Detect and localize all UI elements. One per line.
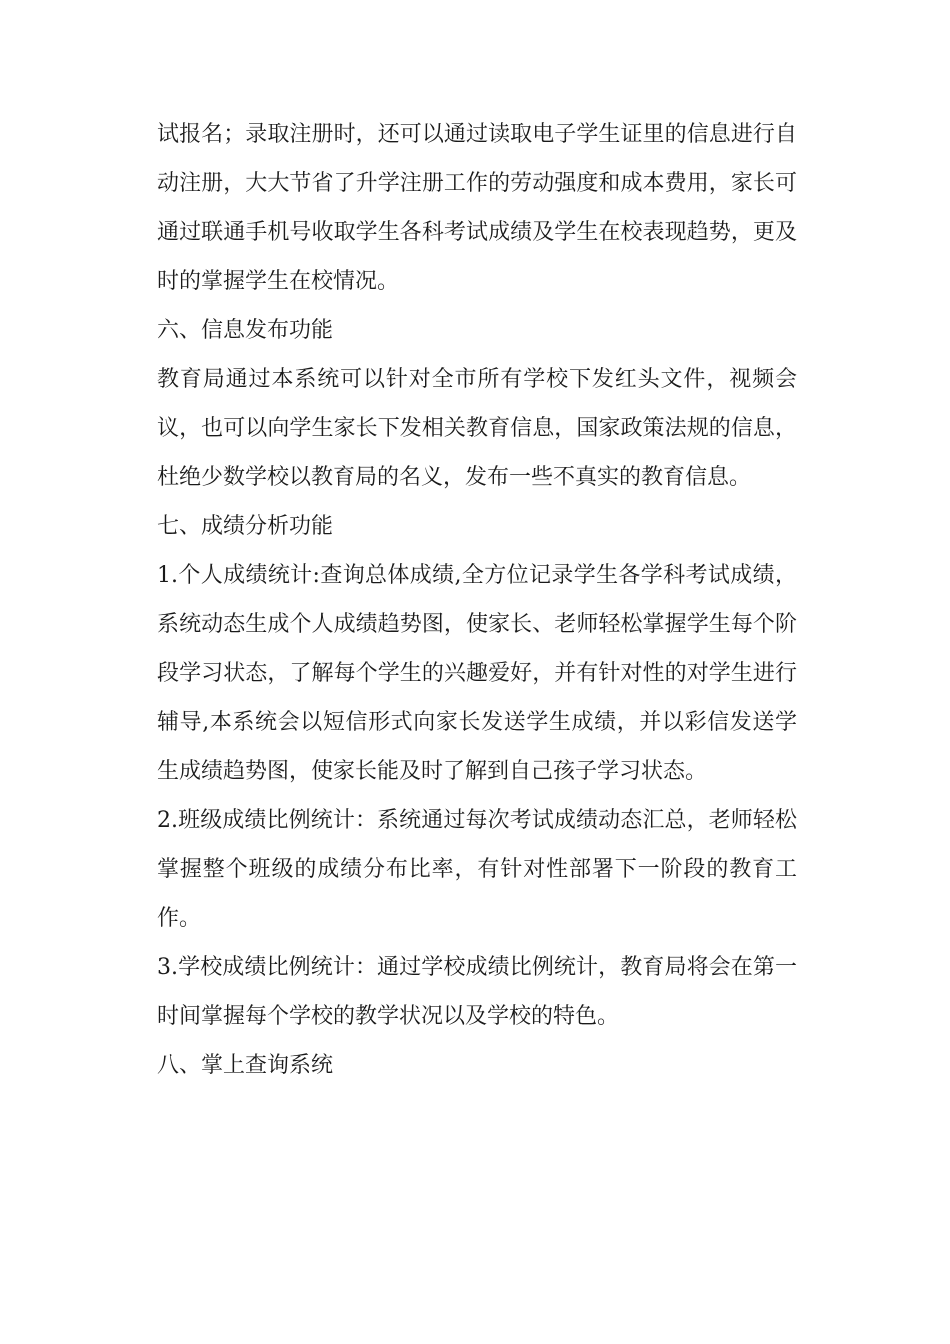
- paragraph-section-7-item-3: 3.学校成绩比例统计：通过学校成绩比例统计，教育局将会在第一时间掌握每个学校的教学状况以及学校的特色。: [157, 955, 797, 1029]
- section-heading-7: 七、成绩分析功能: [157, 514, 334, 539]
- section-heading-6: 六、信息发布功能: [157, 318, 334, 343]
- section-heading-8: 八、掌上查询系统: [157, 1053, 334, 1078]
- document-body: [157, 110, 797, 1090]
- paragraph-section-7-item-1: 1.个人成绩统计:查询总体成绩,全方位记录学生各学科考试成绩，系统动态生成个人成绩趋势图，使家长、老师轻松掌握学生每个阶段学习状态，了解每个学生的兴趣爱好，并有针对性的对学生进行辅导,本系统会以短信形式向家长发送学生成绩，并以彩信发送学生成绩趋势图，使家长能及时了解到自己孩子学习状态。: [157, 563, 797, 784]
- paragraph-section-7-item-2: 2.班级成绩比例统计：系统通过每次考试成绩动态汇总，老师轻松掌握整个班级的成绩分布比率，有针对性部署下一阶段的教育工作。: [157, 808, 797, 931]
- paragraph-continuation: 试报名；录取注册时，还可以通过读取电子学生证里的信息进行自动注册，大大节省了升学注册工作的劳动强度和成本费用，家长可通过联通手机号收取学生各科考试成绩及学生在校表现趋势，更及时的掌握学生在校情况。: [157, 122, 797, 294]
- paragraph-section-6: 教育局通过本系统可以针对全市所有学校下发红头文件，视频会议，也可以向学生家长下发相关教育信息，国家政策法规的信息，杜绝少数学校以教育局的名义，发布一些不真实的教育信息。: [157, 367, 797, 490]
